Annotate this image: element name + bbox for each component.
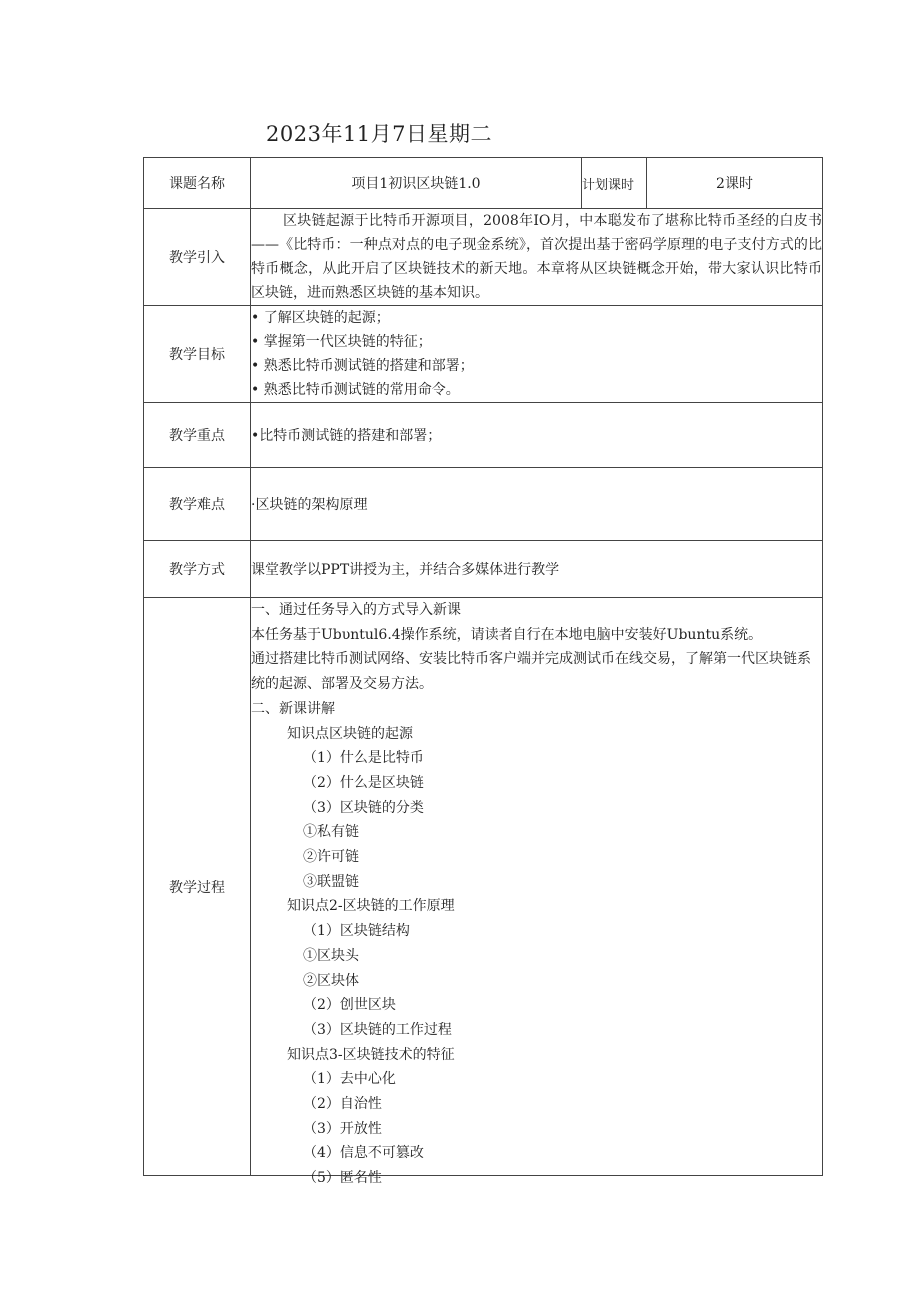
method-label: 教学方式 — [144, 541, 251, 598]
planned-hours-value: 2课时 — [647, 158, 823, 209]
keypoint-row — [144, 403, 823, 468]
process-item: （3）开放性 — [303, 1120, 382, 1137]
goal-item: • 熟悉比特币测试链的常用命令。 — [251, 382, 460, 398]
intro-text: 区块链起源于比特币开源项目，2008年IO月，中本聪发布了堪称比特币圣经的白皮书——《比特币：一种点对点的电子现金系统》，首次提出基于密码学原理的电子支付方式的比特币概念，从此开启了区块链技术的新天地。本章将从区块链概念开始，带大家认识比特币区块链，进而熟悉区块链的基本知识。 — [251, 213, 822, 301]
goal-item: • 掌握第一代区块链的特征； — [251, 334, 432, 350]
process-paragraph: 本任务基于Ubυntul6.4操作系统，请读者自行在本地电脑中安装好Ubuntu系统。 — [251, 626, 763, 643]
process-item: （3）区块链的工作过程 — [303, 1021, 452, 1038]
planned-hours-label: 计划课时 — [582, 158, 647, 209]
knowledge-point: 知识点2-区块链的工作原理 — [287, 898, 455, 915]
process-item: ①区块头 — [303, 947, 359, 964]
process-row — [144, 598, 823, 1176]
process-item: ③联盟链 — [303, 873, 359, 890]
process-item: （5）匿名性 — [303, 1170, 382, 1187]
intro-content — [251, 209, 823, 306]
goal-item: • 熟悉比特币测试链的搭建和部署； — [251, 358, 474, 374]
process-item: （1）去中心化 — [303, 1071, 396, 1088]
intro-label: 教学引入 — [144, 209, 251, 306]
process-item: （1）区块链结构 — [303, 923, 410, 940]
difficulty-label: 教学难点 — [144, 468, 251, 541]
process-item: （2）创世区块 — [303, 997, 396, 1014]
method-text: 课堂教学以PPT讲授为主，并结合多媒体进行教学 — [251, 541, 823, 598]
process-item: ②许可链 — [303, 849, 359, 866]
method-row — [144, 541, 823, 598]
process-item: （2）什么是区块链 — [303, 774, 424, 791]
process-heading: 二、新课讲解 — [251, 700, 335, 717]
process-item: （1）什么是比特币 — [303, 750, 424, 767]
knowledge-point: 知识点3-区块链技术的特征 — [287, 1046, 455, 1063]
lesson-plan-table — [143, 157, 823, 1187]
process-item: （4）信息不可篡改 — [303, 1145, 424, 1162]
knowledge-point: 知识点区块链的起源 — [287, 725, 413, 742]
process-item: （3）区块链的分类 — [303, 799, 424, 816]
date-heading: 2023年11月7日星期二 — [266, 122, 493, 146]
process-list — [251, 598, 822, 1187]
difficulty-text: ·区块链的架构原理 — [251, 468, 823, 541]
process-item: ②区块体 — [303, 972, 359, 989]
goals-row — [144, 306, 823, 403]
topic-label: 课题名称 — [144, 158, 251, 209]
process-label: 教学过程 — [144, 598, 251, 1176]
process-item: ①私有链 — [303, 824, 359, 841]
process-paragraph: 通过搭建比特币测试网络、安装比特币客户端并完成测试币在线交易，了解第一代区块链系统的起源、部署及交易方法。 — [251, 651, 811, 693]
keypoint-label: 教学重点 — [144, 403, 251, 468]
topic-value: 项目1初识区块链1.0 — [251, 158, 582, 209]
goal-item: • 了解区块链的起源； — [251, 310, 390, 326]
process-heading: 一、通过任务导入的方式导入新课 — [251, 602, 461, 618]
goals-list — [251, 306, 823, 403]
keypoint-text: •比特币测试链的搭建和部署； — [251, 403, 823, 468]
process-item: （2）自治性 — [303, 1096, 382, 1113]
process-content — [251, 598, 823, 1187]
goals-label: 教学目标 — [144, 306, 251, 403]
difficulty-row — [144, 468, 823, 541]
topic-row — [144, 158, 823, 209]
intro-row — [144, 209, 823, 306]
